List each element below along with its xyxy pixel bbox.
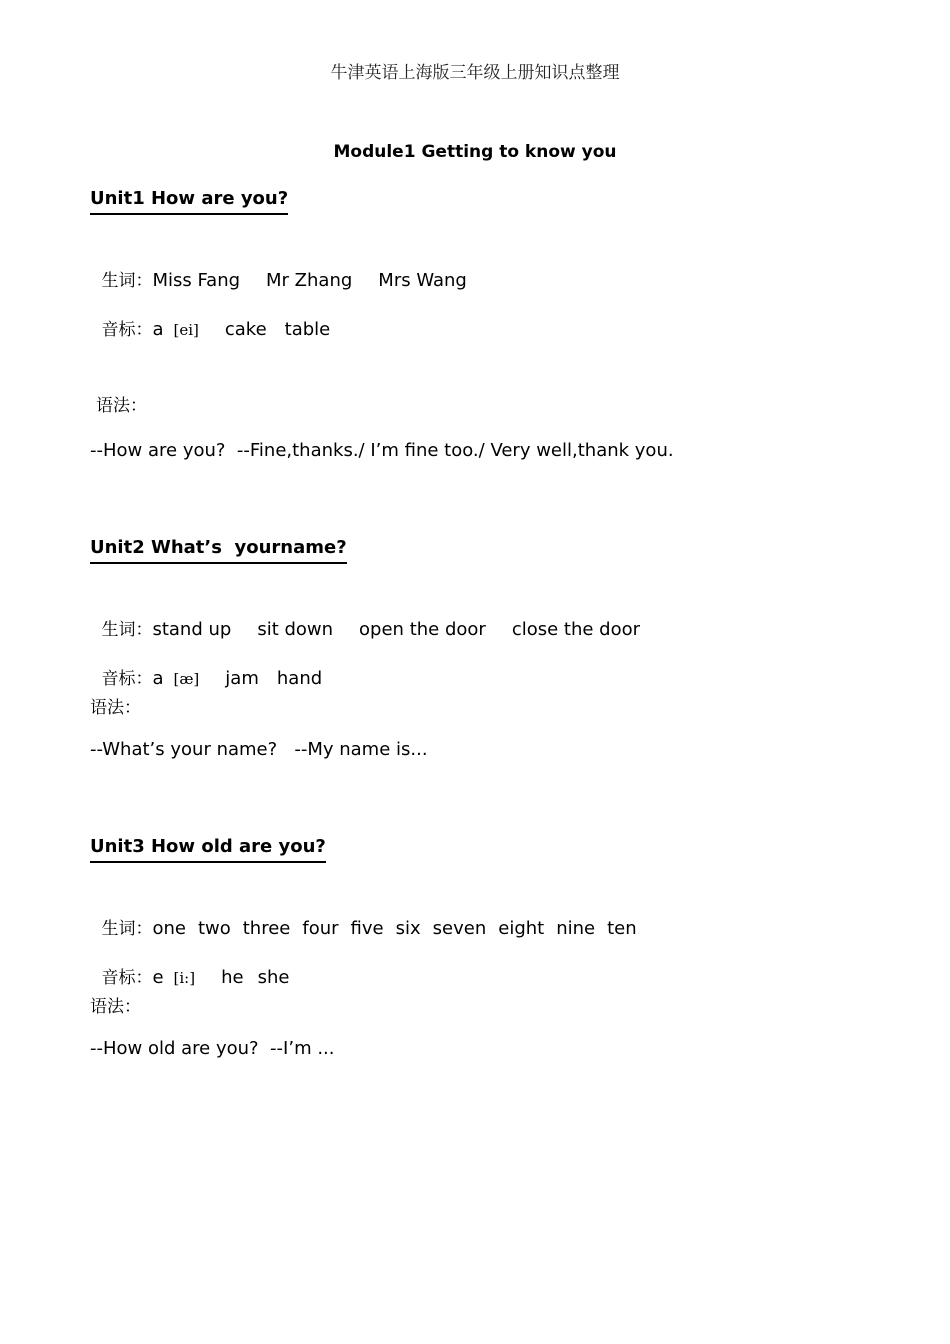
vocab-word: two	[197, 918, 231, 939]
phonics-letter: a	[152, 319, 164, 340]
phonics-word: she	[257, 967, 290, 988]
unit3-grammar-text: --How old are you? --I’m ...	[90, 1038, 335, 1059]
vocab-word: three	[242, 918, 291, 939]
unit2-vocab-label: 生词：	[101, 620, 153, 640]
phonics-ipa: [æ]	[173, 670, 200, 688]
unit1-vocab-line	[90, 245, 467, 291]
phonics-ipa: [ei]	[173, 321, 199, 339]
phonics-word: jam	[225, 668, 259, 689]
unit1-grammar-text: --How are you? --Fine,thanks./ I’m fine too./ Very well,thank you.	[90, 440, 674, 461]
vocab-word: five	[350, 918, 384, 939]
vocab-word: Mrs Wang	[378, 270, 467, 291]
vocab-word: one	[152, 918, 186, 939]
vocab-word: open the door	[359, 619, 486, 640]
vocab-word: seven	[432, 918, 487, 939]
unit1-grammar-label: 语法：	[96, 396, 147, 416]
unit2-grammar-text: --What’s your name? --My name is...	[90, 739, 428, 760]
phonics-word: cake	[224, 319, 267, 340]
vocab-word: Miss Fang	[152, 270, 241, 291]
vocab-word: nine	[556, 918, 596, 939]
phonics-ipa: [i:]	[173, 969, 196, 987]
unit3-title: Unit3 How old are you?	[90, 836, 326, 863]
vocab-word: close the door	[511, 619, 641, 640]
vocab-word: eight	[498, 918, 545, 939]
unit3-vocab-label: 生词：	[101, 919, 153, 939]
phonics-word: he	[221, 967, 244, 988]
phonics-letter: e	[152, 967, 164, 988]
unit1-vocab-label: 生词：	[101, 271, 153, 291]
phonics-word: hand	[276, 668, 323, 689]
unit2-phonics-line	[90, 643, 322, 689]
vocab-word: six	[395, 918, 421, 939]
unit3-phonics-line	[90, 942, 289, 988]
unit1-title: Unit1 How are you?	[90, 188, 288, 215]
unit2-vocab-line	[90, 594, 640, 640]
unit2-title: Unit2 What’s yourname?	[90, 537, 347, 564]
unit3-grammar-label: 语法：	[90, 997, 141, 1017]
vocab-word: Mr Zhang	[266, 270, 353, 291]
vocab-word: ten	[607, 918, 637, 939]
vocab-word: sit down	[257, 619, 334, 640]
unit3-phonics-label: 音标：	[101, 968, 153, 988]
vocab-word: stand up	[152, 619, 232, 640]
vocab-word: four	[302, 918, 339, 939]
unit3-vocab-line	[90, 893, 637, 939]
unit1-phonics-label: 音标：	[101, 320, 153, 340]
unit2-phonics-label: 音标：	[101, 669, 153, 689]
module-title: Module1 Getting to know you	[333, 142, 617, 162]
phonics-letter: a	[152, 668, 164, 689]
phonics-word: table	[284, 319, 331, 340]
page-header: 牛津英语上海版三年级上册知识点整理	[330, 63, 620, 83]
unit1-phonics-line	[90, 294, 330, 340]
unit2-grammar-label: 语法：	[90, 698, 141, 718]
